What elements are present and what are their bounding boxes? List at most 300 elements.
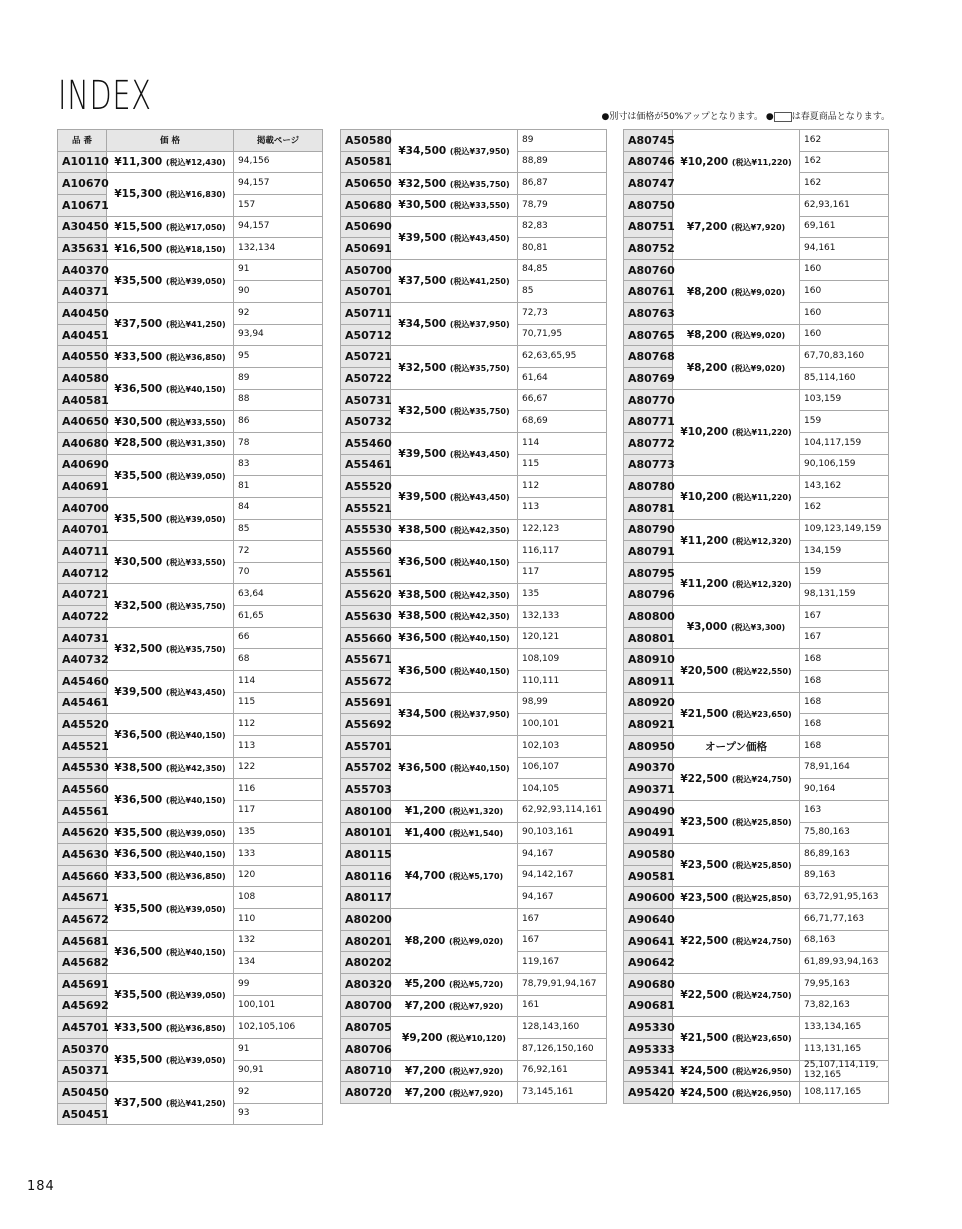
price-value: ¥35,500 [114, 274, 163, 287]
item-price [107, 151, 234, 173]
item-code: A45561 [58, 800, 107, 822]
price-value: ¥38,500 [114, 761, 163, 774]
item-code: A80950 [624, 735, 673, 757]
item-price [391, 627, 518, 649]
price-tax-included: (税込¥33,550) [165, 417, 226, 427]
item-price [107, 844, 234, 866]
item-pages: 159 [800, 411, 889, 433]
price-tax-included: (税込¥26,950) [731, 1088, 792, 1098]
item-pages: 94,142,167 [518, 865, 607, 887]
item-pages: 114 [518, 432, 607, 454]
price-tax-included: (税込¥5,170) [449, 872, 504, 882]
table-row [624, 324, 889, 346]
price-tax-included: (税込¥42,350) [449, 612, 510, 622]
index-table-1 [57, 129, 323, 1125]
price-value: ¥11,200 [680, 577, 729, 590]
item-pages: 70,71,95 [518, 324, 607, 346]
item-code: A40581 [58, 389, 107, 411]
item-pages: 135 [518, 584, 607, 606]
item-price [391, 844, 518, 909]
table-row [58, 973, 323, 995]
price-value: ¥39,500 [398, 448, 447, 461]
price-value: ¥22,500 [680, 772, 729, 785]
price-value: ¥34,500 [398, 318, 447, 331]
item-pages: 93 [234, 1103, 323, 1125]
item-code: A55702 [341, 757, 391, 779]
item-price [107, 822, 234, 844]
item-code: A55671 [341, 649, 391, 671]
item-code: A10670 [58, 173, 107, 195]
table-row [341, 173, 607, 195]
item-pages: 75,80,163 [800, 822, 889, 844]
item-price [107, 259, 234, 302]
item-pages: 86,87 [518, 173, 607, 195]
price-value: オープン価格 [704, 740, 768, 753]
item-code: A80910 [624, 649, 673, 671]
item-price [107, 757, 234, 779]
item-price [391, 519, 518, 541]
item-code: A40700 [58, 497, 107, 519]
item-pages: 161 [518, 995, 607, 1017]
item-pages: 112 [234, 714, 323, 736]
item-code: A35631 [58, 238, 107, 260]
price-tax-included: (税込¥39,050) [165, 828, 226, 838]
item-price [391, 584, 518, 606]
item-pages: 113,131,165 [800, 1038, 889, 1060]
table-row [624, 389, 889, 411]
item-pages: 69,161 [800, 216, 889, 238]
item-code: A45520 [58, 714, 107, 736]
item-pages: 82,83 [518, 216, 607, 238]
item-pages: 162 [800, 173, 889, 195]
table-row [58, 173, 323, 195]
price-tax-included: (税込¥25,850) [731, 818, 792, 827]
item-price [673, 562, 800, 605]
item-code: A40721 [58, 584, 107, 606]
table-row [341, 822, 607, 844]
item-pages: 25,107,114,119, 132,165 [800, 1060, 889, 1082]
table-row [341, 606, 607, 628]
price-tax-included: (税込¥39,050) [165, 471, 226, 481]
price-tax-included: (税込¥22,550) [731, 666, 792, 676]
table-row [341, 519, 607, 541]
item-price [107, 238, 234, 260]
table-row [624, 346, 889, 368]
item-pages: 110,111 [518, 671, 607, 693]
table-row [341, 692, 607, 714]
item-code: A50701 [341, 281, 391, 303]
item-pages: 133 [234, 844, 323, 866]
table-row [341, 541, 607, 563]
item-price [391, 1082, 518, 1104]
table-row [624, 130, 889, 152]
price-value: ¥8,200 [686, 285, 728, 298]
price-tax-included: (税込¥7,920) [449, 1001, 504, 1011]
item-code: A55672 [341, 671, 391, 693]
price-tax-included: (税込¥43,450) [449, 233, 510, 243]
table-row [341, 844, 607, 866]
price-tax-included: (税込¥11,220) [731, 157, 792, 167]
item-code: A80768 [624, 346, 673, 368]
item-pages: 132,134 [234, 238, 323, 260]
item-code: A80771 [624, 411, 673, 433]
price-value: ¥21,500 [680, 1032, 729, 1045]
item-code: A55460 [341, 432, 391, 454]
price-tax-included: (税込¥26,950) [731, 1066, 792, 1076]
table-row [58, 714, 323, 736]
item-pages: 119,167 [518, 952, 607, 974]
price-value: ¥36,500 [398, 556, 447, 569]
table-row [58, 757, 323, 779]
item-price [107, 887, 234, 930]
price-value: ¥36,500 [114, 729, 163, 742]
price-tax-included: (税込¥40,150) [449, 666, 510, 676]
item-price [673, 973, 800, 1016]
item-code: A40370 [58, 259, 107, 281]
table-row [341, 216, 607, 238]
table-row [624, 692, 889, 714]
item-price [107, 627, 234, 670]
item-pages: 87,126,150,160 [518, 1038, 607, 1060]
item-price [107, 865, 234, 887]
item-code: A55561 [341, 562, 391, 584]
item-price [391, 432, 518, 475]
price-value: ¥11,200 [680, 534, 729, 547]
item-code: A80772 [624, 432, 673, 454]
table-row [58, 865, 323, 887]
price-value: ¥10,200 [680, 155, 729, 168]
spring-summer-swatch [774, 112, 792, 122]
item-pages: 80,81 [518, 238, 607, 260]
index-table-2 [340, 129, 607, 1104]
price-value: ¥32,500 [114, 642, 163, 655]
table-row [58, 930, 323, 952]
table-row [624, 606, 889, 628]
item-price [107, 779, 234, 822]
price-value: ¥21,500 [680, 707, 729, 720]
item-code: A80117 [341, 887, 391, 909]
table-row [341, 259, 607, 281]
item-code: A50650 [341, 173, 391, 195]
item-code: A55521 [341, 497, 391, 519]
item-pages: 113 [518, 497, 607, 519]
item-code: A45672 [58, 909, 107, 931]
item-code: A50691 [341, 238, 391, 260]
table-row [58, 216, 323, 238]
table-row [58, 259, 323, 281]
item-pages: 62,92,93,114,161 [518, 800, 607, 822]
item-pages: 92 [234, 1082, 323, 1104]
price-value: ¥3,000 [686, 621, 728, 634]
item-pages: 85 [518, 281, 607, 303]
item-code: A40690 [58, 454, 107, 476]
item-code: A40680 [58, 432, 107, 454]
price-value: ¥38,500 [398, 523, 447, 536]
item-code: A40712 [58, 562, 107, 584]
item-pages: 94,167 [518, 844, 607, 866]
table-row [341, 909, 607, 931]
table-row [624, 259, 889, 281]
item-code: A50450 [58, 1082, 107, 1104]
price-tax-included: (税込¥40,150) [449, 763, 510, 773]
item-code: A50371 [58, 1060, 107, 1082]
price-tax-included: (税込¥42,350) [449, 525, 510, 535]
table-row [341, 130, 607, 152]
item-price [391, 973, 518, 995]
item-code: A50370 [58, 1038, 107, 1060]
item-pages: 100,101 [518, 714, 607, 736]
item-code: A90581 [624, 865, 673, 887]
item-pages: 106,107 [518, 757, 607, 779]
price-value: ¥36,500 [114, 848, 163, 861]
item-pages: 66,71,77,163 [800, 909, 889, 931]
item-pages: 72,73 [518, 303, 607, 325]
item-pages: 66,67 [518, 389, 607, 411]
table-row [341, 627, 607, 649]
table-row [58, 238, 323, 260]
price-tax-included: (税込¥23,650) [731, 1034, 792, 1044]
header-code: 品 番 [58, 130, 107, 152]
item-price [391, 822, 518, 844]
item-pages: 62,93,161 [800, 194, 889, 216]
item-pages: 112 [518, 476, 607, 498]
price-tax-included: (税込¥23,650) [731, 709, 792, 719]
item-code: A55461 [341, 454, 391, 476]
price-tax-included: (税込¥1,540) [449, 828, 504, 838]
item-pages: 94,156 [234, 151, 323, 173]
item-code: A80200 [341, 909, 391, 931]
price-value: ¥16,500 [114, 242, 163, 255]
item-pages: 160 [800, 281, 889, 303]
item-code: A55620 [341, 584, 391, 606]
item-code: A45701 [58, 1017, 107, 1039]
item-pages: 143,162 [800, 476, 889, 498]
price-value: ¥36,500 [398, 664, 447, 677]
item-pages: 103,159 [800, 389, 889, 411]
item-pages: 81 [234, 476, 323, 498]
table-row [58, 1082, 323, 1104]
item-code: A45461 [58, 692, 107, 714]
item-price [107, 346, 234, 368]
item-pages: 162 [800, 151, 889, 173]
price-tax-included: (税込¥35,750) [449, 363, 510, 373]
item-code: A40722 [58, 606, 107, 628]
item-pages: 76,92,161 [518, 1060, 607, 1082]
item-price [673, 909, 800, 974]
item-code: A50690 [341, 216, 391, 238]
item-code: A40450 [58, 303, 107, 325]
item-pages: 98,131,159 [800, 584, 889, 606]
item-price [673, 757, 800, 800]
price-tax-included: (税込¥12,430) [165, 157, 226, 167]
price-tax-included: (税込¥35,750) [165, 601, 226, 611]
item-pages: 88 [234, 389, 323, 411]
price-value: ¥33,500 [114, 350, 163, 363]
price-tax-included: (税込¥33,550) [165, 558, 226, 568]
table-row [341, 1060, 607, 1082]
price-tax-included: (税込¥18,150) [165, 244, 226, 254]
price-value: ¥7,200 [404, 999, 446, 1012]
item-pages: 162 [800, 497, 889, 519]
item-code: A90490 [624, 800, 673, 822]
price-tax-included: (税込¥16,830) [165, 190, 226, 200]
item-price [107, 1038, 234, 1081]
item-code: A90600 [624, 887, 673, 909]
table-row [624, 800, 889, 822]
item-price [107, 216, 234, 238]
item-price [391, 259, 518, 302]
item-price [107, 584, 234, 627]
item-pages: 160 [800, 259, 889, 281]
price-tax-included: (税込¥33,550) [449, 201, 510, 211]
price-value: ¥32,500 [114, 599, 163, 612]
price-value: ¥4,700 [404, 870, 446, 883]
item-pages: 120 [234, 865, 323, 887]
price-value: ¥20,500 [680, 664, 729, 677]
table-row [341, 973, 607, 995]
table-row [58, 671, 323, 693]
item-price [391, 216, 518, 259]
item-pages: 84,85 [518, 259, 607, 281]
item-code: A45460 [58, 671, 107, 693]
item-pages: 134 [234, 952, 323, 974]
table-row [58, 368, 323, 390]
item-code: A50721 [341, 346, 391, 368]
item-code: A80752 [624, 238, 673, 260]
table-row [58, 541, 323, 563]
item-price [391, 995, 518, 1017]
item-price [107, 973, 234, 1016]
table-row [58, 822, 323, 844]
item-code: A80795 [624, 562, 673, 584]
price-value: ¥34,500 [398, 145, 447, 158]
item-code: A80201 [341, 930, 391, 952]
item-code: A90370 [624, 757, 673, 779]
price-tax-included: (税込¥37,950) [449, 320, 510, 330]
price-tax-included: (税込¥35,750) [165, 644, 226, 654]
item-pages: 120,121 [518, 627, 607, 649]
price-value: ¥7,200 [404, 1086, 446, 1099]
item-code: A80751 [624, 216, 673, 238]
item-pages: 90,103,161 [518, 822, 607, 844]
item-price [673, 130, 800, 195]
item-code: A90680 [624, 973, 673, 995]
item-price [107, 432, 234, 454]
item-code: A80780 [624, 476, 673, 498]
item-code: A45682 [58, 952, 107, 974]
price-value: ¥33,500 [114, 870, 163, 883]
item-price [673, 194, 800, 259]
item-pages: 89 [518, 130, 607, 152]
item-pages: 70 [234, 562, 323, 584]
table-row [624, 844, 889, 866]
table-row [341, 346, 607, 368]
price-tax-included: (税込¥11,220) [731, 428, 792, 438]
item-price [673, 800, 800, 843]
item-price [107, 411, 234, 433]
item-code: A80773 [624, 454, 673, 476]
price-tax-included: (税込¥35,750) [449, 179, 510, 189]
item-pages: 68,163 [800, 930, 889, 952]
item-code: A80765 [624, 324, 673, 346]
item-pages: 167 [518, 930, 607, 952]
price-value: ¥36,500 [114, 794, 163, 807]
price-value: ¥39,500 [114, 686, 163, 699]
item-price [107, 1082, 234, 1125]
item-pages: 167 [800, 627, 889, 649]
item-code: A80745 [624, 130, 673, 152]
item-code: A40701 [58, 519, 107, 541]
table-row [624, 476, 889, 498]
table-row [624, 649, 889, 671]
price-value: ¥36,500 [114, 383, 163, 396]
table-row [58, 432, 323, 454]
item-price [107, 368, 234, 411]
item-code: A50581 [341, 151, 391, 173]
item-pages: 86 [234, 411, 323, 433]
price-value: ¥8,200 [686, 361, 728, 374]
item-code: A10110 [58, 151, 107, 173]
price-tax-included: (税込¥31,350) [165, 439, 226, 449]
table-row [341, 389, 607, 411]
item-pages: 159 [800, 562, 889, 584]
item-pages: 89 [234, 368, 323, 390]
table-row [58, 454, 323, 476]
table-row [341, 194, 607, 216]
item-price [673, 519, 800, 562]
price-tax-included: (税込¥24,750) [731, 774, 792, 784]
price-value: ¥8,200 [686, 329, 728, 342]
item-code: A90640 [624, 909, 673, 931]
item-code: A80769 [624, 368, 673, 390]
item-pages: 90,91 [234, 1060, 323, 1082]
item-code: A50731 [341, 389, 391, 411]
item-price [391, 692, 518, 735]
item-code: A80101 [341, 822, 391, 844]
table-row [624, 973, 889, 995]
item-pages: 79,95,163 [800, 973, 889, 995]
item-pages: 168 [800, 714, 889, 736]
item-price [391, 346, 518, 389]
price-value: ¥8,200 [404, 935, 446, 948]
item-price [391, 303, 518, 346]
item-pages: 83 [234, 454, 323, 476]
item-code: A40451 [58, 324, 107, 346]
price-tax-included: (税込¥1,320) [449, 807, 504, 817]
item-pages: 132,133 [518, 606, 607, 628]
price-value: ¥33,500 [114, 1021, 163, 1034]
price-tax-included: (税込¥7,920) [449, 1066, 504, 1076]
price-value: ¥22,500 [680, 989, 729, 1002]
legend-note [601, 109, 890, 122]
item-code: A55630 [341, 606, 391, 628]
item-pages: 108,117,165 [800, 1082, 889, 1104]
item-pages: 117 [518, 562, 607, 584]
item-code: A50451 [58, 1103, 107, 1125]
item-pages: 66 [234, 627, 323, 649]
price-value: ¥10,200 [680, 491, 729, 504]
price-tax-included: (税込¥40,150) [165, 385, 226, 395]
table-row [624, 735, 889, 757]
item-code: A80705 [341, 1017, 391, 1039]
item-code: A40580 [58, 368, 107, 390]
price-tax-included: (税込¥39,050) [165, 904, 226, 914]
item-code: A40691 [58, 476, 107, 498]
price-tax-included: (税込¥37,950) [449, 147, 510, 157]
item-price [673, 1017, 800, 1060]
price-value: ¥15,500 [114, 220, 163, 233]
price-value: ¥37,500 [398, 274, 447, 287]
